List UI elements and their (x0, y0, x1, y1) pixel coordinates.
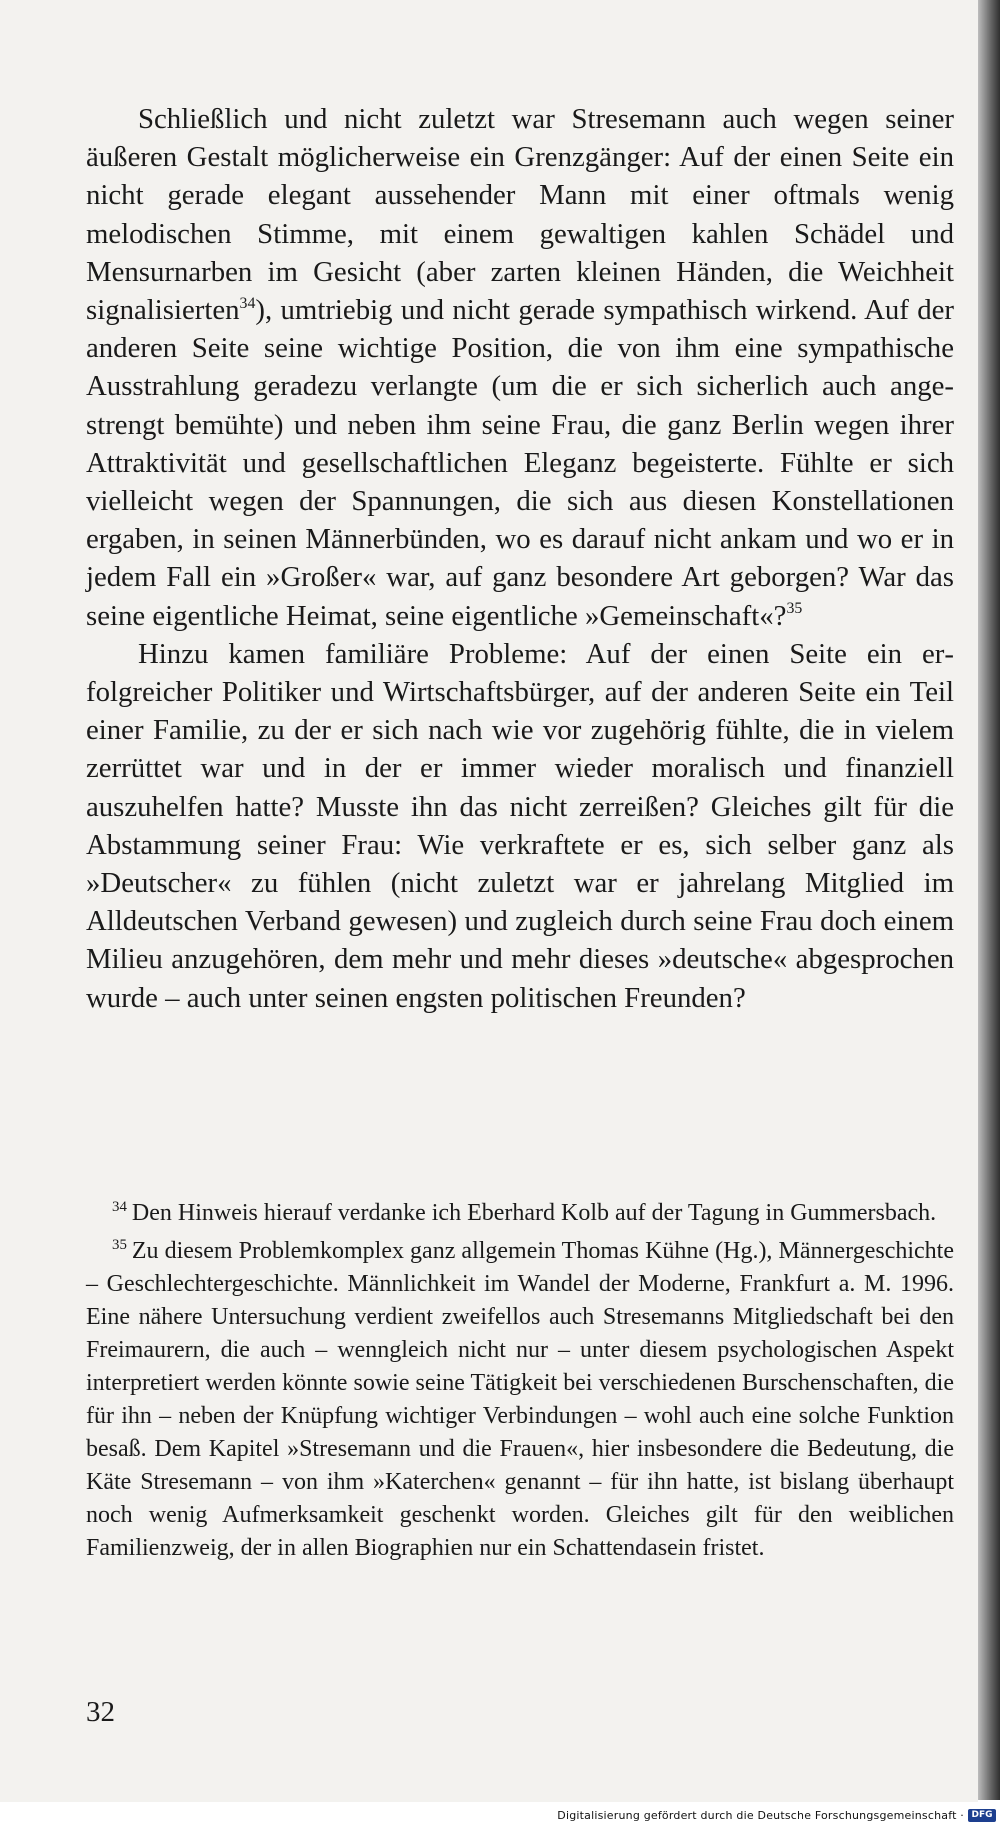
paragraph-1-text: Schließlich und nicht zuletzt war Stresemann auch wegen seiner äußeren Gestalt möglicherweise ein Grenzgänger: Auf der einen Seite ein nicht gerade elegant aussehender Mann mit einer oftmals wenig melodischen Stimme, mit einem gewaltigen kahlen Schädel und Mensurnarben im Gesicht (aber zarten kleinen Händen, die Weichheit signalisierten (86, 103, 954, 327)
paragraph-1-text-continued: ), umtriebig und nicht gerade sympathisch wirkend. Auf der anderen Seite seine wichtige Position, die von ihm eine sympathische Ausstrahlung geradezu verlangte (um die er sich sicherlich auch angestrengt bemühte) und neben ihm seine Frau, die ganz Berlin wegen ihrer Attraktivität und gesellschaftlichen Eleganz begeisterte. Fühlte er sich vielleicht wegen der Spannungen, die sich aus diesen Konstellationen ergaben, in seinen Männerbünden, wo es darauf nicht ankam und wo er in jedem Fall ein »Großer« war, auf ganz besondere Art geborgen? War das seine eigentliche Heimat, seine eigentliche »Gemeinschaft«? (86, 294, 954, 632)
paragraph-2: Hinzu kamen familiäre Probleme: Auf der einen Seite ein erfolgreicher Politiker und Wirtschaftsbürger, auf der anderen Seite ein Teil einer Familie, zu der er sich nach wie vor zugehörig fühlte, die in vielem zerrüttet war und in der er immer wieder moralisch und finanziell auszuhelfen hatte? Musste ihn das nicht zerreißen? Gleiches gilt für die Abstammung seiner Frau: Wie verkraftete er es, sich selber ganz als »Deutscher« zu fühlen (nicht zuletzt war er jahrelang Mitglied im Alldeutschen Verband gewesen) und zugleich durch seine Frau doch einem Milieu anzugehören, dem mehr und mehr dieses »deutsche« abgesprochen wurde – auch unter seinen engsten politischen Freunden? (86, 637, 954, 1014)
footnote-ref-34: 34 (239, 294, 256, 312)
footnote-35 (86, 1235, 954, 1565)
paragraph-1 (86, 100, 954, 635)
credit-bar (0, 1802, 1000, 1828)
footnote-number: 35 (112, 1237, 127, 1253)
dfg-logo-icon: DFG (968, 1809, 996, 1822)
credit-text: Digitalisierung gefördert durch die Deutsche Forschungsgemeinschaft · (557, 1809, 964, 1822)
page-edge-shadow (978, 0, 1000, 1800)
footnote-ref-35: 35 (786, 600, 803, 618)
page-number: 32 (86, 1696, 115, 1728)
main-text (86, 100, 954, 1017)
footnote-text: Zu diesem Problemkomplex ganz allgemein Thomas Kühne (Hg.), Männergeschichte – Geschlechtergeschichte. Männlichkeit im Wandel der Moderne, Frankfurt a. M. 1996. Eine nähere Untersuchung verdient zweifellos auch Stresemanns Mitgliedschaft bei den Freimaurern, die auch – wenngleich nicht nur – unter diesem psychologischen Aspekt interpretiert werden könnte sowie seine Tätigkeit bei verschiedenen Burschenschaften, die für ihn – neben der Knüpfung wichtiger Verbindungen – wohl auch eine solche Funktion besaß. Dem Kapitel »Stresemann und die Frauen«, hier insbesondere die Bedeutung, die Käte Stresemann – von ihm »Katerchen« genannt – für ihn hatte, ist bislang überhaupt noch wenig Aufmerksamkeit geschenkt worden. Gleiches gilt für den weiblichen Familienzweig, der in allen Biographien nur ein Schattendasein fristet. (86, 1238, 954, 1561)
footnotes (86, 1197, 954, 1570)
footnote-text: Den Hinweis hierauf verdanke ich Eberhard Kolb auf der Tagung in Gummersbach. (131, 1200, 937, 1226)
footnote-number: 34 (112, 1199, 127, 1215)
footnote-34 (86, 1197, 954, 1230)
